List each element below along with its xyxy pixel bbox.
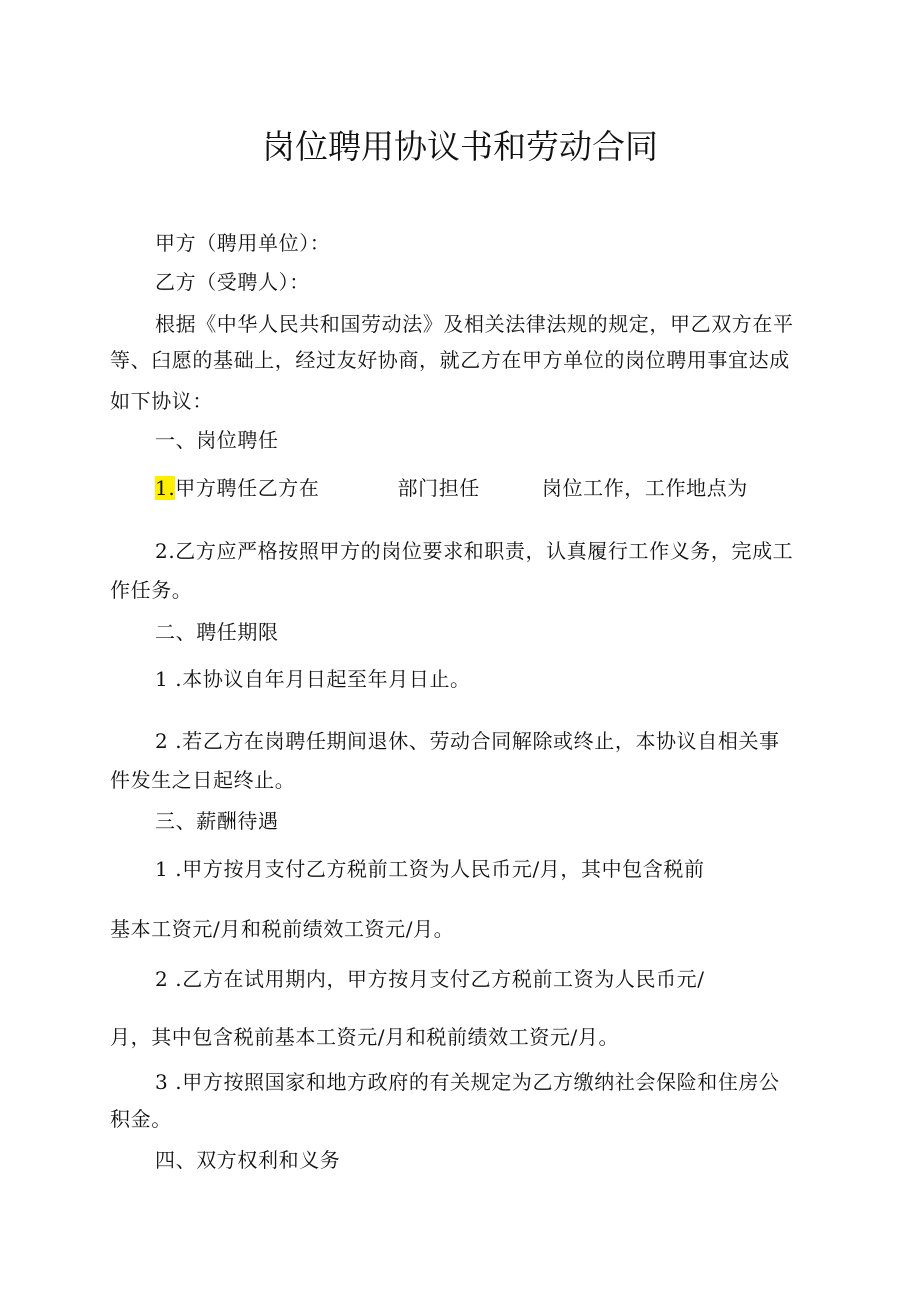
clause-3-3-line-2: 积金。: [110, 1107, 172, 1131]
clause-1-1-part2: 部门担任: [397, 476, 480, 500]
clause-1-1: [155, 473, 822, 503]
clause-3-2-line-2: 月，其中包含税前基本工资元/月和税前绩效工资元/月。: [110, 1025, 620, 1049]
clause-1-1-part3: 岗位工作，工作地点为: [541, 476, 748, 500]
highlighted-clause-number: 1.: [155, 476, 176, 500]
clause-2-2-line-1: 2 .若乙方在岗聘任期间退休、劳动合同解除或终止，本协议自相关事: [155, 729, 780, 753]
section-1-heading: 一、岗位聘任: [155, 428, 279, 452]
section-4-heading: 四、双方权利和义务: [155, 1148, 341, 1172]
clause-2-1: 1 .本协议自年月日起至年月日止。: [155, 667, 471, 691]
party-a-line: 甲方（聘用单位）：: [155, 231, 331, 255]
clause-3-3-line-1: 3 .甲方按照国家和地方政府的有关规定为乙方缴纳社会保险和住房公: [155, 1070, 780, 1094]
party-b-line: 乙方（受聘人）：: [155, 270, 310, 294]
clause-2-2-line-2: 件发生之日起终止。: [110, 768, 296, 792]
clause-1-2-line-1: 2.乙方应严格按照甲方的岗位要求和职责，认真履行工作义务，完成工: [155, 539, 794, 563]
clause-3-1-line-1: 1 .甲方按月支付乙方税前工资为人民币元/月，其中包含税前: [155, 857, 705, 881]
section-2-heading: 二、聘任期限: [155, 620, 279, 644]
preamble-line-3: 如下协议：: [110, 389, 213, 413]
section-3-heading: 三、薪酬待遇: [155, 809, 279, 833]
preamble-line-2: 等、臼愿的基础上，经过友好协商，就乙方在甲方单位的岗位聘用事宜达成: [110, 348, 790, 372]
clause-3-2-line-1: 2 .乙方在试用期内，甲方按月支付乙方税前工资为人民币元/: [155, 967, 705, 991]
clause-1-1-part1: 甲方聘任乙方在: [175, 476, 320, 500]
document-title: 岗位聘用协议书和劳动合同: [262, 127, 658, 166]
clause-1-2-line-2: 作任务。: [110, 578, 193, 602]
preamble-line-1: 根据《中华人民共和国劳动法》及相关法律法规的规定，甲乙双方在平: [155, 312, 794, 336]
clause-3-1-line-2: 基本工资元/月和税前绩效工资元/月。: [110, 917, 455, 941]
